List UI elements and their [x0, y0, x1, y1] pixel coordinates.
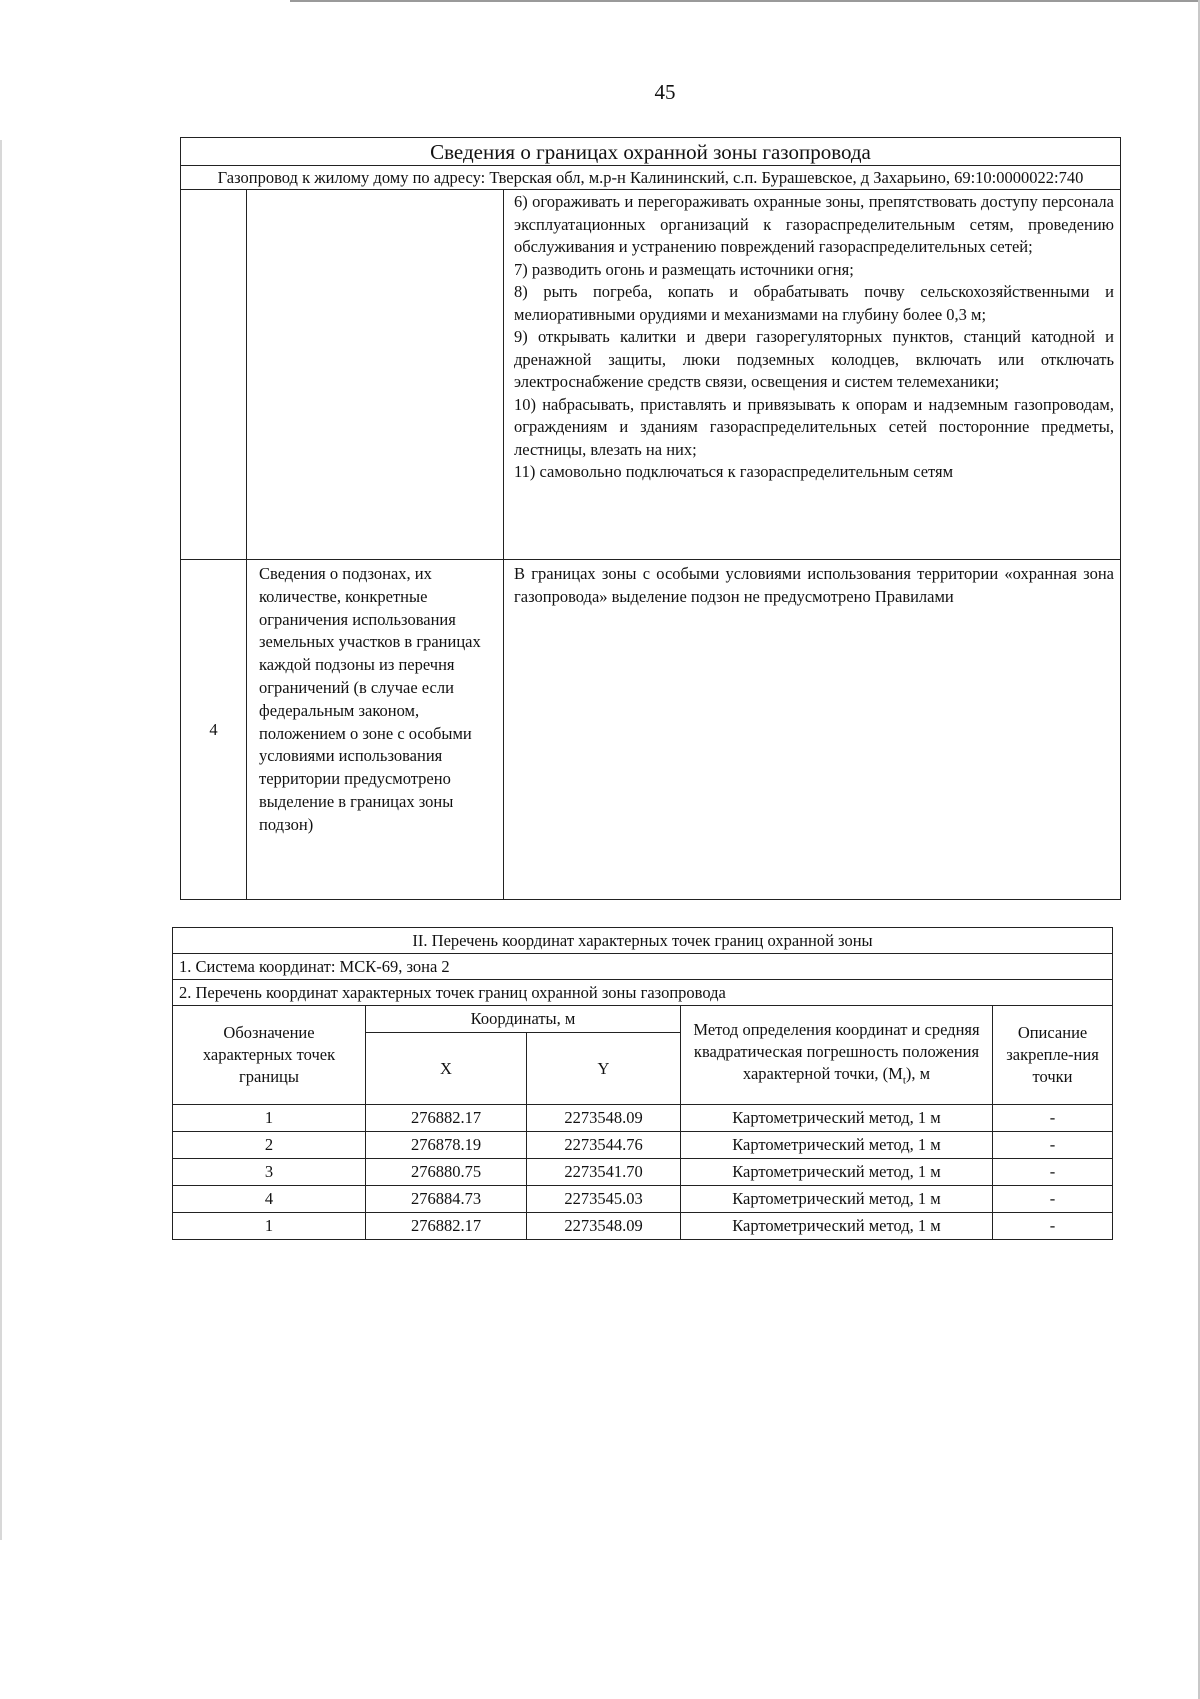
- list-title-row: [173, 980, 1113, 1006]
- header-method: Метод определения координат и средняя квадратическая погрешность положения характерной точки, $(M_t)$, м: [681, 1006, 993, 1105]
- coord-system-row: [173, 954, 1113, 980]
- zone-info-table: [180, 137, 1121, 900]
- cell-y: 2273548.09: [527, 1105, 681, 1132]
- cell-description: -: [993, 1105, 1113, 1132]
- cell-point: 1: [173, 1213, 366, 1240]
- cell-y: 2273544.76: [527, 1132, 681, 1159]
- cell-point: 1: [173, 1105, 366, 1132]
- cell-point: 4: [173, 1186, 366, 1213]
- restriction-item: 6) огораживать и перегораживать охранные зоны, препятствовать доступу персонала эксплуатационных организаций к газораспределительным сетям, проведению обслуживания и устранению повреждений газораспределительных сетей;: [514, 192, 1114, 256]
- header-point: Обозначение характерных точек границы: [173, 1006, 366, 1105]
- cell-description: -: [993, 1213, 1113, 1240]
- subzones-value: В границах зоны с особыми условиями использования территории «охранная зона газопровода» выделение подзон не предусмотрено Правилами: [504, 560, 1121, 900]
- cell-description: -: [993, 1132, 1113, 1159]
- table-row: [173, 1159, 1113, 1186]
- subzones-row-number: 4: [181, 560, 247, 900]
- cell-y: 2273548.09: [527, 1213, 681, 1240]
- table-row: [173, 1186, 1113, 1213]
- subzones-row: [181, 560, 1121, 900]
- cell-method: Картометрический метод, 1 м: [681, 1159, 993, 1186]
- subzones-label: Сведения о подзонах, их количестве, конкретные ограничения использования земельных участков в границах каждой подзоны из перечня ограничений (в случае если федеральным законом, положением о зоне с особыми условиями использования территории предусмотрено выделение в границах зоны подзон): [247, 560, 504, 900]
- restrictions-number-cell: [181, 190, 247, 560]
- cell-method: Картометрический метод, 1 м: [681, 1105, 993, 1132]
- zone-title: Сведения о границах охранной зоны газопровода: [181, 138, 1121, 166]
- cell-x: 276878.19: [366, 1132, 527, 1159]
- coord-system: 1. Система координат: МСК-69, зона 2: [173, 954, 1113, 980]
- section-heading-row: [173, 928, 1113, 954]
- page-number: 45: [654, 80, 676, 104]
- coordinates-table: [172, 927, 1113, 1240]
- header-description: Описание закрепле-ния точки: [993, 1006, 1113, 1105]
- cell-x: 276882.17: [366, 1105, 527, 1132]
- table-row: [173, 1213, 1113, 1240]
- scan-edge-top: [290, 0, 1200, 2]
- cell-y: 2273545.03: [527, 1186, 681, 1213]
- section-heading: II. Перечень координат характерных точек границ охранной зоны: [173, 928, 1113, 954]
- cell-description: -: [993, 1159, 1113, 1186]
- restriction-item: 9) открывать калитки и двери газорегуляторных пунктов, станций катодной и дренажной защиты, люки подземных колодцев, включать или отключать электроснабжение средств связи, освещения и систем телемеханики;: [514, 327, 1114, 391]
- cell-point: 3: [173, 1159, 366, 1186]
- header-x: X: [366, 1033, 527, 1105]
- cell-y: 2273541.70: [527, 1159, 681, 1186]
- header-coords: Координаты, м: [366, 1006, 681, 1033]
- restrictions-label-cell: [247, 190, 504, 560]
- cell-x: 276880.75: [366, 1159, 527, 1186]
- cell-x: 276882.17: [366, 1213, 527, 1240]
- list-title: 2. Перечень координат характерных точек границ охранной зоны газопровода: [173, 980, 1113, 1006]
- cell-point: 2: [173, 1132, 366, 1159]
- table-row: [173, 1132, 1113, 1159]
- restrictions-list: [504, 190, 1121, 560]
- table-header-row: [173, 1006, 1113, 1033]
- scan-edge-left: [0, 140, 2, 1540]
- cell-x: 276884.73: [366, 1186, 527, 1213]
- restriction-item: 11) самовольно подключаться к газораспределительным сетям: [514, 462, 954, 481]
- header-y: Y: [527, 1033, 681, 1105]
- zone-address: Газопровод к жилому дому по адресу: Тверская обл, м.р-н Калининский, с.п. Бурашевское, д Захарьино, 69:10:0000022:740: [181, 166, 1121, 190]
- zone-title-row: [181, 138, 1121, 166]
- restriction-item: 7) разводить огонь и размещать источники огня;: [514, 259, 854, 279]
- cell-description: -: [993, 1186, 1113, 1213]
- restriction-item: 10) набрасывать, приставлять и привязывать к опорам и надземным газопроводам, ограждениям и зданиям газораспределительных сетей посторонние предметы, лестницы, влезать на них;: [514, 394, 1114, 459]
- cell-method: Картометрический метод, 1 м: [681, 1132, 993, 1159]
- cell-method: Картометрический метод, 1 м: [681, 1213, 993, 1240]
- restrictions-row: [181, 190, 1121, 560]
- cell-method: Картометрический метод, 1 м: [681, 1186, 993, 1213]
- zone-address-row: [181, 166, 1121, 190]
- restriction-item: 8) рыть погреба, копать и обрабатывать почву сельскохозяйственными и мелиоративными орудиями и механизмами на глубину более 0,3 м;: [514, 282, 1114, 324]
- table-row: [173, 1105, 1113, 1132]
